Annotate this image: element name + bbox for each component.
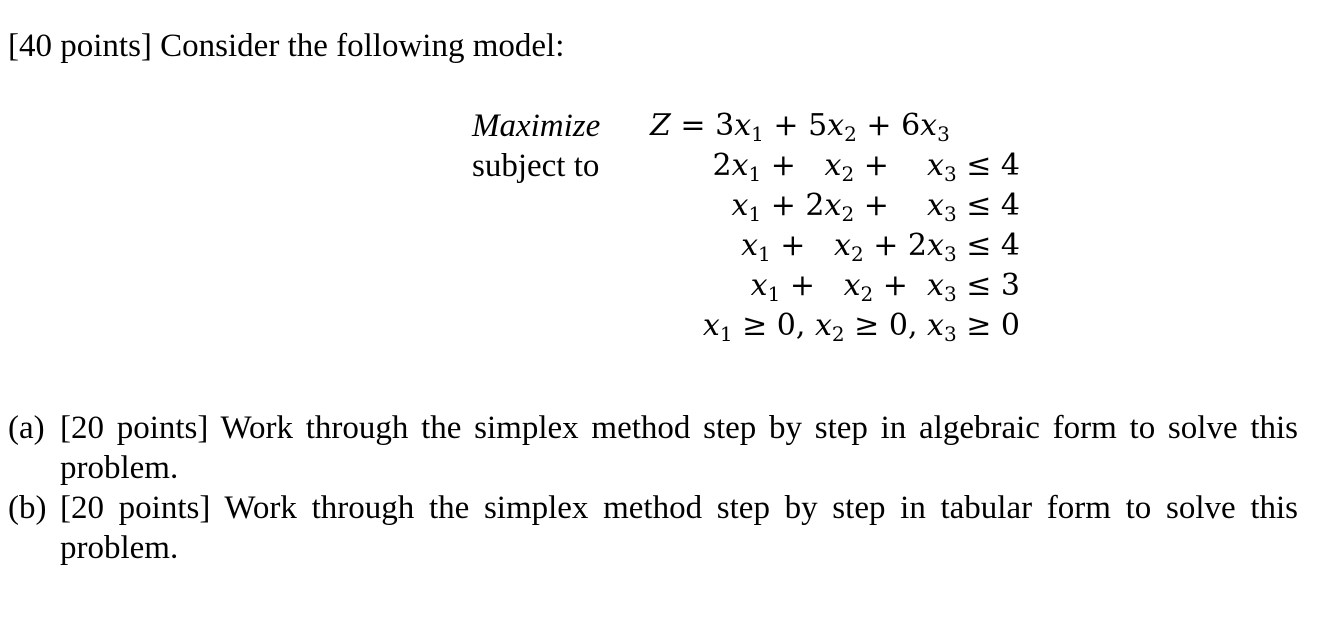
problem-intro: [40 points] Consider the following model: <box>8 28 565 64</box>
part-b <box>8 488 1298 568</box>
part-b-tag: (b) <box>8 490 47 526</box>
constraint-row: $2x_1$ + $x_2$ + $x_3 \le 4$ <box>712 148 1020 186</box>
part-b-text: [20 points] Work through the simplex method step by step in tabular form to solve this problem. <box>60 490 1298 566</box>
objective-lhs: Z <box>650 108 671 143</box>
constraint-block <box>700 146 1020 346</box>
objective-function: $Z = 3x_1 + 5x_2 + 6x_3$ <box>650 108 950 146</box>
constraint-row: $x_1$ + $x_2 + 2x_3 \le 4$ <box>741 228 1020 266</box>
part-a-text: [20 points] Work through the simplex method step by step in algebraic form to solve this problem. <box>60 410 1298 486</box>
constraint-row: $x_1 + 2x_2$ + $x_3 \le 4$ <box>731 188 1020 226</box>
part-a <box>8 408 1298 488</box>
part-a-tag: (a) <box>8 410 45 446</box>
constraint-row: $x_1$ + $x_2 + x_3 \le 3$ <box>750 268 1020 306</box>
objective-label: Maximize <box>472 108 601 144</box>
constraints-label: subject to <box>472 148 600 184</box>
nonnegativity-row: $x_1 \ge 0$, $x_2 \ge 0$, $x_3 \ge 0$ <box>702 308 1020 346</box>
